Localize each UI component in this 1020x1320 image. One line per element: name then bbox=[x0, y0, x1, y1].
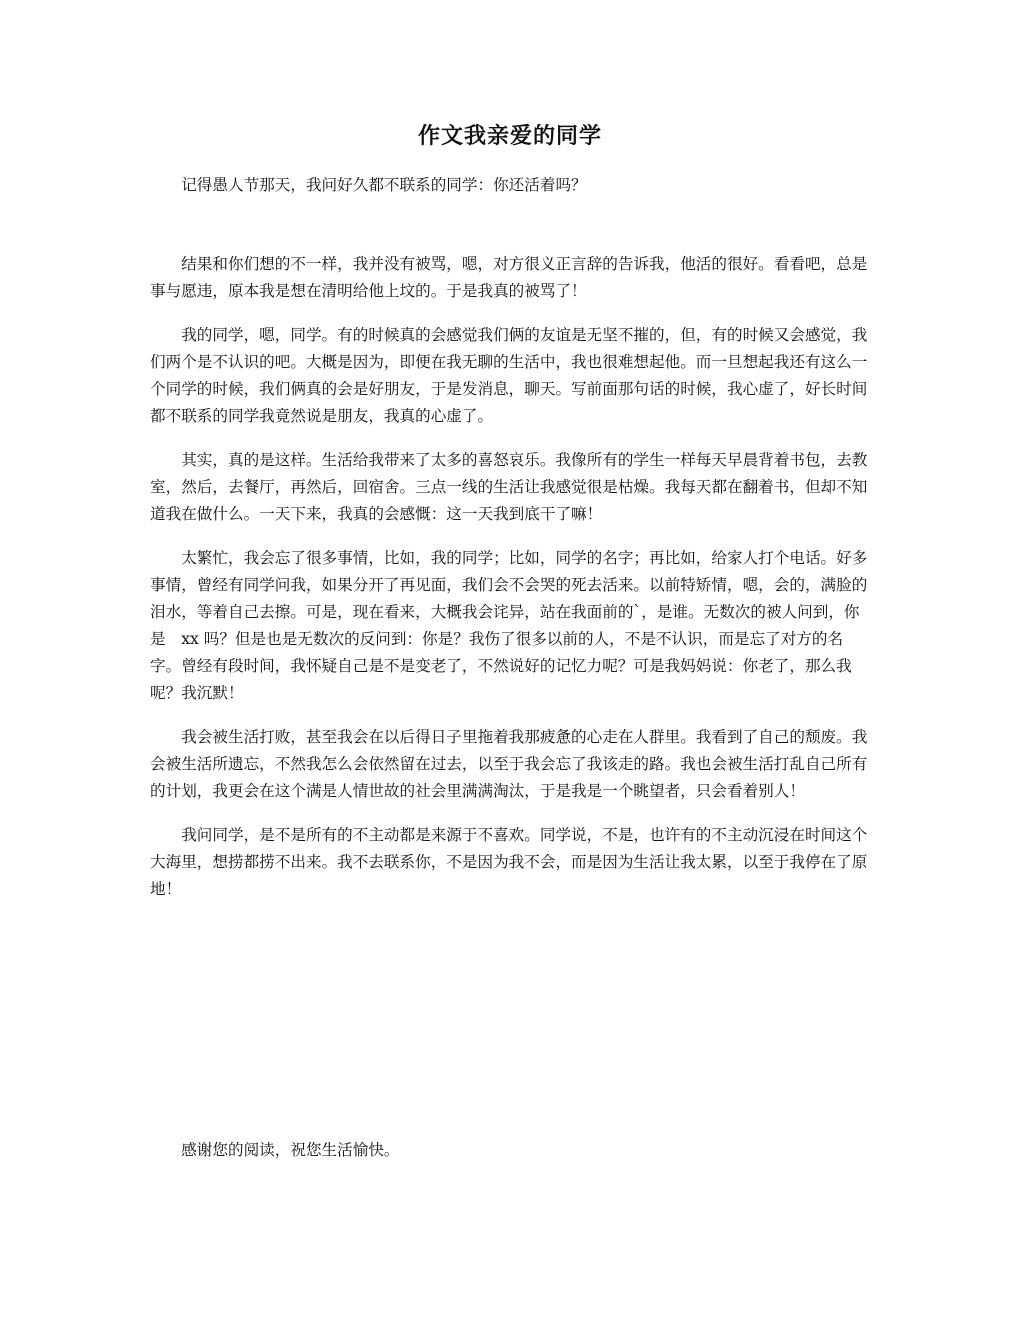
paragraph-5: 太繁忙，我会忘了很多事情，比如，我的同学；比如，同学的名字；再比如，给家人打个电话。好多事情，曾经有同学问我，如果分开了再见面，我们会不会哭的死去活来。以前特矫情，嗯，会的，满脸的泪水，等着自己去擦。可是，现在看来，大概我会诧异，站在我面前的`，是谁。无数次的被人问到，你是 xx 吗？但是也是无数次的反问到：你是？我伤了很多以前的人，不是不认识，而是忘了对方的名字。曾经有段时间，我怀疑自己是不是变老了，不然说好的记忆力呢？可是我妈妈说：你老了，那么我呢？我沉默！ bbox=[150, 549, 868, 702]
paragraph-2: 结果和你们想的不一样，我并没有被骂，嗯，对方很义正言辞的告诉我，他活的很好。看看吧，总是事与愿违，原本我是想在清明给他上坟的。于是我真的被骂了！ bbox=[150, 255, 868, 300]
paragraph-1: 记得愚人节那天，我问好久都不联系的同学：你还活着吗？ bbox=[181, 176, 587, 194]
paragraph-4: 其实，真的是这样。生活给我带来了太多的喜怒哀乐。我像所有的学生一样每天早晨背着书包，去教室，然后，去餐厅，再然后，回宿舍。三点一线的生活让我感觉很是枯燥。我每天都在翻着书，但却不知道我在做什么。一天下来，我真的会感慨：这一天我到底干了嘛！ bbox=[150, 451, 868, 523]
document-title: 作文我亲爱的同学 bbox=[417, 123, 602, 149]
document-body bbox=[150, 172, 870, 920]
closing-line: 感谢您的阅读，祝您生活愉快。 bbox=[181, 1141, 400, 1159]
paragraph-3: 我的同学，嗯，同学。有的时候真的会感觉我们俩的友谊是无坚不摧的，但，有的时候又会感觉，我们两个是不认识的吧。大概是因为，即便在我无聊的生活中，我也很难想起他。而一旦想起我还有这么一个同学的时候，我们俩真的会是好朋友，于是发消息，聊天。写前面那句话的时候，我心虚了，好长时间都不联系的同学我竟然说是朋友，我真的心虚了。 bbox=[150, 326, 868, 425]
paragraph-7: 我问同学，是不是所有的不主动都是来源于不喜欢。同学说，不是，也许有的不主动沉浸在时间这个大海里，想捞都捞不出来。我不去联系你，不是因为我不会，而是因为生活让我太累，以至于我停在了原地！ bbox=[150, 826, 868, 898]
paragraph-6: 我会被生活打败，甚至我会在以后得日子里拖着我那疲惫的心走在人群里。我看到了自己的颓废。我会被生活所遗忘，不然我怎么会依然留在过去，以至于我会忘了我该走的路。我也会被生活打乱自己所有的计划，我更会在这个满是人情世故的社会里满满淘汰，于是我是一个眺望者，只会看着别人！ bbox=[150, 728, 868, 800]
